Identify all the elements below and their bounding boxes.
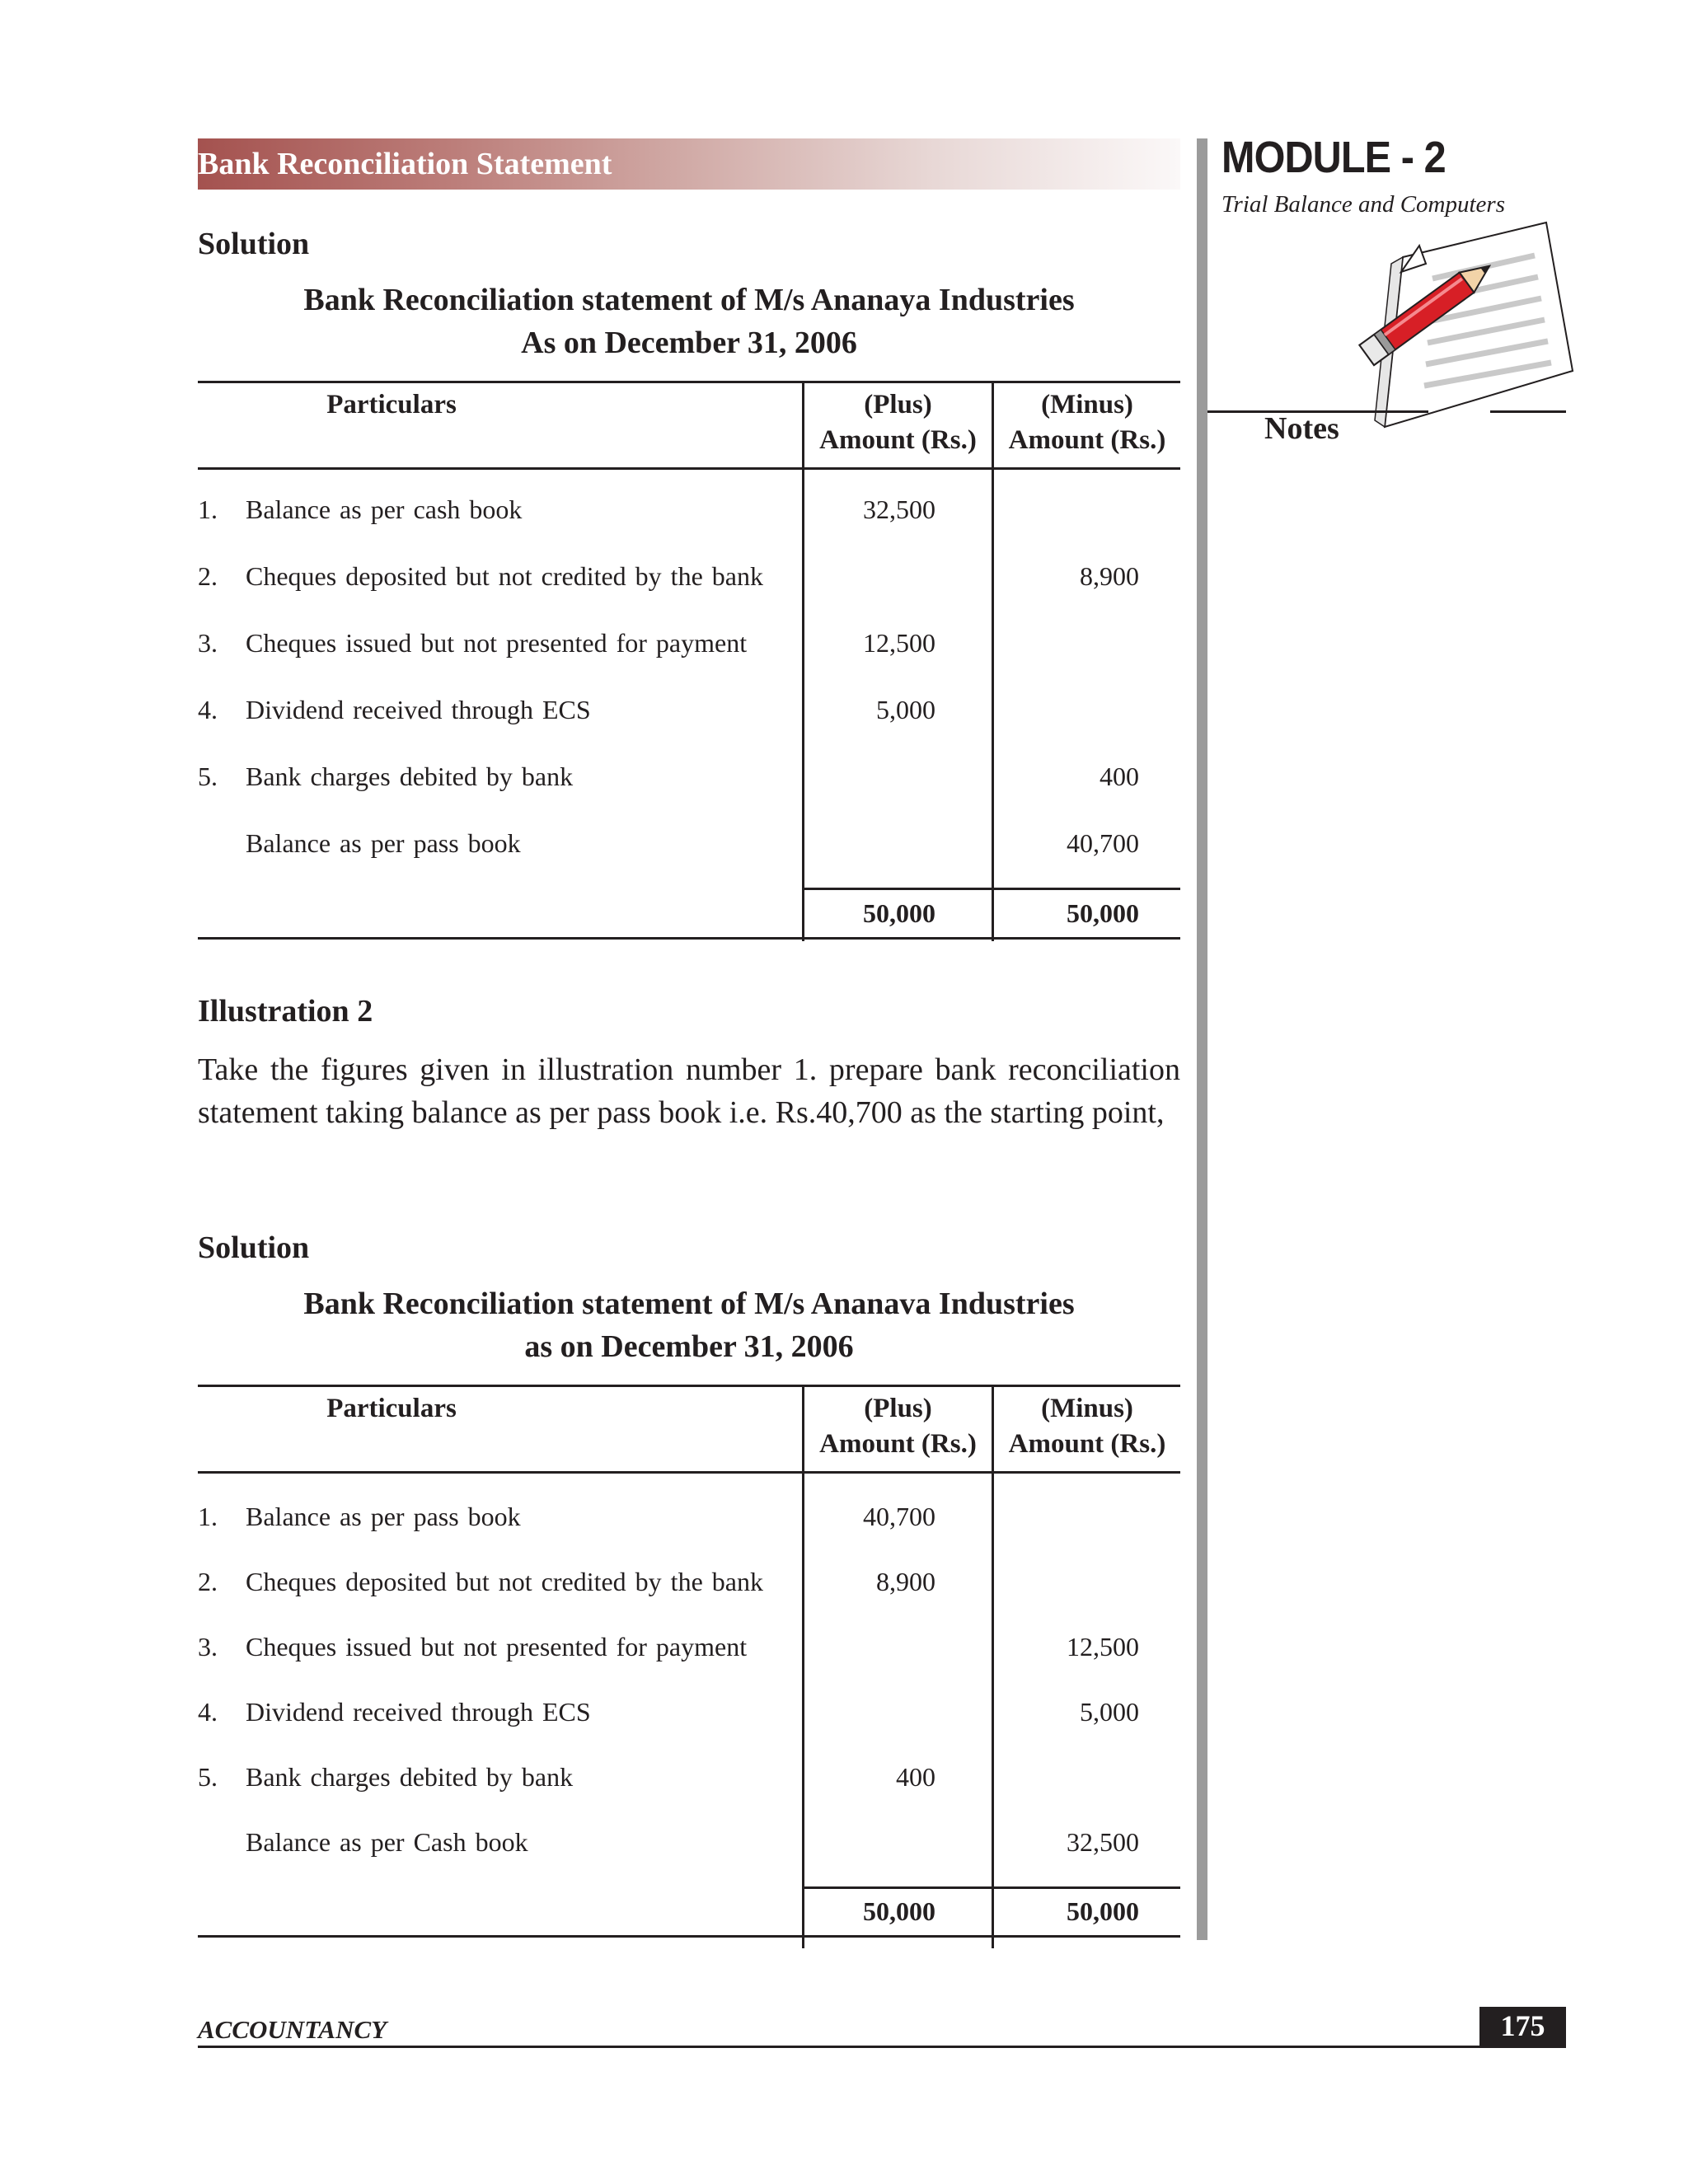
row-number: 1.: [198, 494, 218, 524]
row-minus-amount: 400: [1100, 762, 1139, 791]
row-plus-amount: 40,700: [863, 1502, 935, 1531]
row-description: Cheques deposited but not credited by the bank: [246, 561, 763, 591]
table-row: [198, 1562, 1180, 1601]
header-bottom-rule: [198, 1471, 1180, 1474]
table-row: [198, 490, 1180, 529]
statement-title-1: [198, 279, 1180, 364]
statement-title-2-line2: as on December 31, 2006: [524, 1329, 854, 1364]
row-description: Cheques deposited but not credited by the bank: [246, 1567, 763, 1596]
section-header-band: [198, 138, 1180, 190]
footer-rule: [198, 2046, 1566, 2048]
row-description: Cheques issued but not presented for payment: [246, 1632, 748, 1661]
row-plus-amount: 8,900: [876, 1567, 935, 1596]
table-row: [198, 1757, 1180, 1797]
row-plus-amount: 5,000: [876, 695, 935, 724]
table-row: [198, 556, 1180, 596]
row-number: 3.: [198, 628, 218, 658]
col-head-particulars: Particulars: [326, 1394, 457, 1423]
column-divider: [992, 1385, 994, 1948]
section-title: Bank Reconciliation Statement: [198, 147, 612, 181]
row-number: 2.: [198, 1567, 218, 1596]
row-plus-amount: 400: [896, 1762, 935, 1792]
illustration-heading: Illustration 2: [198, 994, 373, 1029]
row-number: 5.: [198, 1762, 218, 1792]
row-plus-amount: 32,500: [863, 494, 935, 524]
row-minus-amount: 40,700: [1067, 828, 1139, 858]
statement-title-1-line1: Bank Reconciliation statement of M/s Ananaya Industries: [303, 283, 1075, 317]
illustration-text: Take the figures given in illustration number 1. prepare bank reconciliation statement taking balance as per pass book i.e. Rs.40,700 as the starting point,: [198, 1052, 1180, 1130]
table-row: [198, 1692, 1180, 1732]
totals-top-rule: [802, 888, 1180, 890]
row-number: 4.: [198, 1697, 218, 1727]
row-description: Balance as per pass book: [246, 1502, 521, 1531]
table-row: [198, 823, 1180, 863]
table-top-rule: [198, 381, 1180, 383]
total-minus-amount: 50,000: [1067, 1896, 1139, 1926]
col-head-minus-line2: Amount (Rs.): [1008, 425, 1166, 455]
row-minus-amount: 32,500: [1067, 1827, 1139, 1857]
col-head-plus: [804, 1391, 992, 1462]
row-description: Balance as per cash book: [246, 494, 523, 524]
col-head-plus-line2: Amount (Rs.): [819, 425, 977, 455]
row-minus-amount: 5,000: [1080, 1697, 1139, 1727]
table-row: [198, 757, 1180, 796]
col-head-minus-line1: (Minus): [1041, 1394, 1133, 1423]
row-number: 3.: [198, 1632, 218, 1661]
statement-title-1-line2: As on December 31, 2006: [521, 326, 857, 360]
statement-title-2: [198, 1282, 1180, 1368]
solution-heading-2: Solution: [198, 1230, 310, 1265]
table-row: [198, 1627, 1180, 1666]
col-head-minus-line2: Amount (Rs.): [1008, 1429, 1166, 1459]
row-description: Balance as per Cash book: [246, 1827, 528, 1857]
statement-title-2-line1: Bank Reconciliation statement of M/s Ananava Industries: [303, 1286, 1075, 1321]
row-description: Dividend received through ECS: [246, 695, 591, 724]
row-minus-amount: 8,900: [1080, 561, 1139, 591]
col-head-particulars: Particulars: [326, 390, 457, 419]
totals-row: [198, 1891, 1180, 1931]
row-number: 5.: [198, 762, 218, 791]
col-head-plus-line2: Amount (Rs.): [819, 1429, 977, 1459]
footer-subject: ACCOUNTANCY: [198, 2015, 387, 2044]
column-divider: [802, 1385, 804, 1948]
table-bottom-rule: [198, 937, 1180, 940]
notes-rule-right: [1490, 410, 1566, 413]
solution-heading-1: Solution: [198, 227, 310, 261]
col-head-minus: [994, 1391, 1180, 1462]
module-subtitle: Trial Balance and Computers: [1221, 191, 1505, 218]
row-description: Dividend received through ECS: [246, 1697, 591, 1727]
col-head-plus: [804, 387, 992, 458]
table-row: [198, 690, 1180, 729]
page-number: 175: [1479, 2007, 1566, 2046]
total-minus-amount: 50,000: [1067, 898, 1139, 928]
row-description: Bank charges debited by bank: [246, 762, 574, 791]
row-number: 4.: [198, 695, 218, 724]
row-plus-amount: 12,500: [863, 628, 935, 658]
col-head-plus-line1: (Plus): [864, 390, 932, 419]
table-row: [198, 623, 1180, 663]
row-minus-amount: 12,500: [1067, 1632, 1139, 1661]
totals-top-rule: [802, 1886, 1180, 1889]
notes-label: Notes: [1264, 411, 1339, 446]
header-bottom-rule: [198, 467, 1180, 470]
notepad-pencil-icon: [1352, 214, 1574, 437]
module-title: MODULE - 2: [1221, 133, 1446, 182]
total-plus-amount: 50,000: [863, 898, 935, 928]
total-plus-amount: 50,000: [863, 1896, 935, 1926]
table-row: [198, 1822, 1180, 1862]
table-top-rule: [198, 1385, 1180, 1387]
col-head-minus: [994, 387, 1180, 458]
reconciliation-table-1: [198, 381, 1180, 941]
row-number: 2.: [198, 561, 218, 591]
totals-row: [198, 893, 1180, 933]
reconciliation-table-2: [198, 1385, 1180, 1948]
table-row: [198, 1497, 1180, 1536]
row-description: Bank charges debited by bank: [246, 1762, 574, 1792]
row-description: Balance as per pass book: [246, 828, 521, 858]
sidebar-divider: [1197, 138, 1207, 1940]
row-number: 1.: [198, 1502, 218, 1531]
col-head-minus-line1: (Minus): [1041, 390, 1133, 419]
row-description: Cheques issued but not presented for payment: [246, 628, 748, 658]
table-bottom-rule: [198, 1935, 1180, 1938]
col-head-plus-line1: (Plus): [864, 1394, 932, 1423]
